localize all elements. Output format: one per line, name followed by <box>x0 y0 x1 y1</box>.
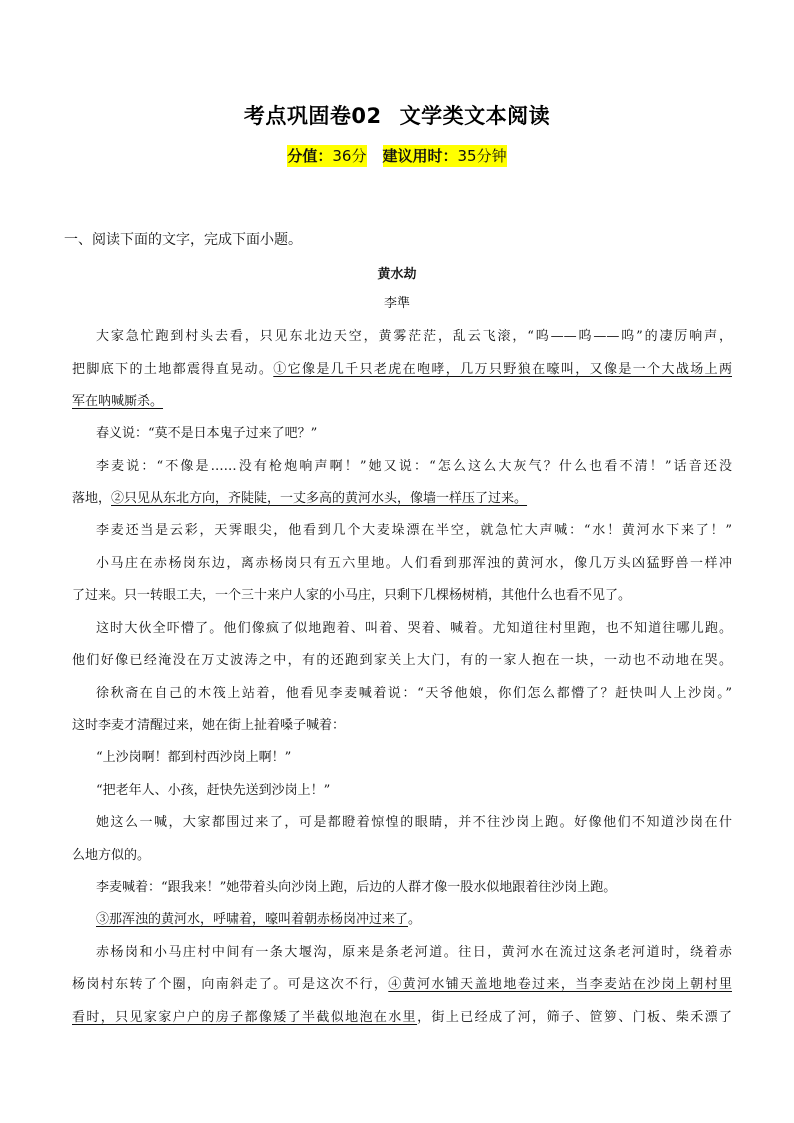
essay-line: 李麦说：“不像是……没有枪炮响声啊！”她又说：“怎么这么大灰气？什么也看不清！”话音还没 <box>96 459 732 474</box>
underlined-sentence-2: ②只见从东北方向，齐陡陡，一丈多高的黄河水头，像墙一样压了过来。 <box>111 491 528 506</box>
section-heading: 一、阅读下面的文字，完成下面小题。 <box>64 232 302 248</box>
underlined-sentence-4: ④黄河水铺天盖地地卷过来，当李麦站在沙岗上朝村里 <box>388 977 732 992</box>
essay-line: “把老年人、小孩，赶快先送到沙岗上！” <box>96 783 331 798</box>
underlined-sentence-1: ①它像是几千只老虎在咆哮，几万只野狼在嚎叫，又像是一个大战场上两 <box>273 362 732 377</box>
score-time-line <box>0 145 794 166</box>
essay-line: 这时大伙全吓懵了。他们像疯了似地跑着、叫着、哭着、喊着。尤知道往村里跑，也不知道往哪儿跑。 <box>96 621 732 636</box>
essay-line: 春义说：“莫不是日本鬼子过来了吧？” <box>96 426 318 441</box>
essay-line: 徐秋斋在自己的木筏上站着，他看见李麦喊着说：“天爷他娘，你们怎么都懵了？赶快叫人上沙岗。” <box>96 686 732 701</box>
essay-line: 看时，只见家家户户的房子都像矮了半截似地泡在水里，街上已经成了河，筛子、笸箩、门板、柴禾漂了 <box>72 1010 732 1025</box>
essay-line: 赤杨岗和小马庄村中间有一条大堰沟，原来是条老河道。往日，黄河水在流过这条老河道时，绕着赤 <box>96 945 732 960</box>
time-unit: 分钟 <box>476 147 507 165</box>
essay-line <box>72 390 732 409</box>
title-part1: 考点巩固卷02 <box>243 104 382 128</box>
score-value: 36 <box>332 147 352 165</box>
underlined-sentence-3: ③那浑浊的黄河水，呼啸着，嚎叫着朝赤杨岗冲过来了 <box>96 912 409 927</box>
page-title <box>0 100 794 130</box>
score-unit: 分 <box>351 147 367 165</box>
underlined-sentence-1-end: 军在呐喊厮杀。 <box>72 394 164 409</box>
underlined-sentence-4-end: 看时，只见家家户户的房子都像矮了半截似地泡在水里 <box>72 1010 418 1025</box>
title-part2: 文学类文本阅读 <box>399 104 551 128</box>
score-label: 分值： <box>287 147 333 165</box>
time-value: 35 <box>457 147 477 165</box>
time-label: 建议用时： <box>382 147 458 165</box>
essay-line: 李麦喊着：“跟我来！”她带着头向沙岗上跑，后边的人群才像一股水似地跟着往沙岗上跑。 <box>96 880 617 895</box>
essay-line: 大家急忙跑到村头去看，只见东北边天空，黄雾茫茫，乱云飞滚，“呜——呜——呜”的凄厉响声， <box>96 329 732 344</box>
essay-line: 他们好像已经淹没在万丈波涛之中，有的还跑到家关上大门，有的一家人抱在一块，一动也不动地在哭。 <box>72 653 732 668</box>
essay-line: 把脚底下的土地都震得直晃动。①它像是几千只老虎在咆哮，几万只野狼在嚎叫，又像是一个大战场上两 <box>72 362 732 377</box>
essay-line: 么地方似的。 <box>72 848 151 863</box>
essay-line: 小马庄在赤杨岗东边，离赤杨岗只有五六里地。人们看到那浑浊的黄河水，像几万头凶猛野兽一样冲 <box>96 556 732 571</box>
essay-title: 黄水劫 <box>377 267 417 282</box>
essay-line: “上沙岗啊！都到村西沙岗上啊！” <box>96 750 292 765</box>
essay-line: 这时李麦才清醒过来，她在街上扯着嗓子喊着： <box>72 718 346 733</box>
essay-line: 落地，②只见从东北方向，齐陡陡，一丈多高的黄河水头，像墙一样压了过来。 <box>72 491 528 506</box>
essay-line: 了过来。只一转眼工夫，一个三十来户人家的小马庄，只剩下几棵杨树梢，其他什么也看不见了。 <box>72 588 632 603</box>
essay-line: ③那浑浊的黄河水，呼啸着，嚎叫着朝赤杨岗冲过来了。 <box>96 912 422 927</box>
essay-author: 李準 <box>383 296 410 311</box>
essay-line: 杨岗村东转了个圈，向南斜走了。可是这次不行，④黄河水铺天盖地地卷过来，当李麦站在沙岗上朝村里 <box>72 977 732 992</box>
essay-line: 李麦还当是云彩，天霁眼尖，他看到几个大麦垛漂在半空，就急忙大声喊：“水！黄河水下来了！” <box>96 523 732 538</box>
essay-line: 她这么一喊，大家都围过来了，可是都瞪着惊惶的眼睛，并不往沙岗上跑。好像他们不知道沙岗在什 <box>96 815 732 830</box>
